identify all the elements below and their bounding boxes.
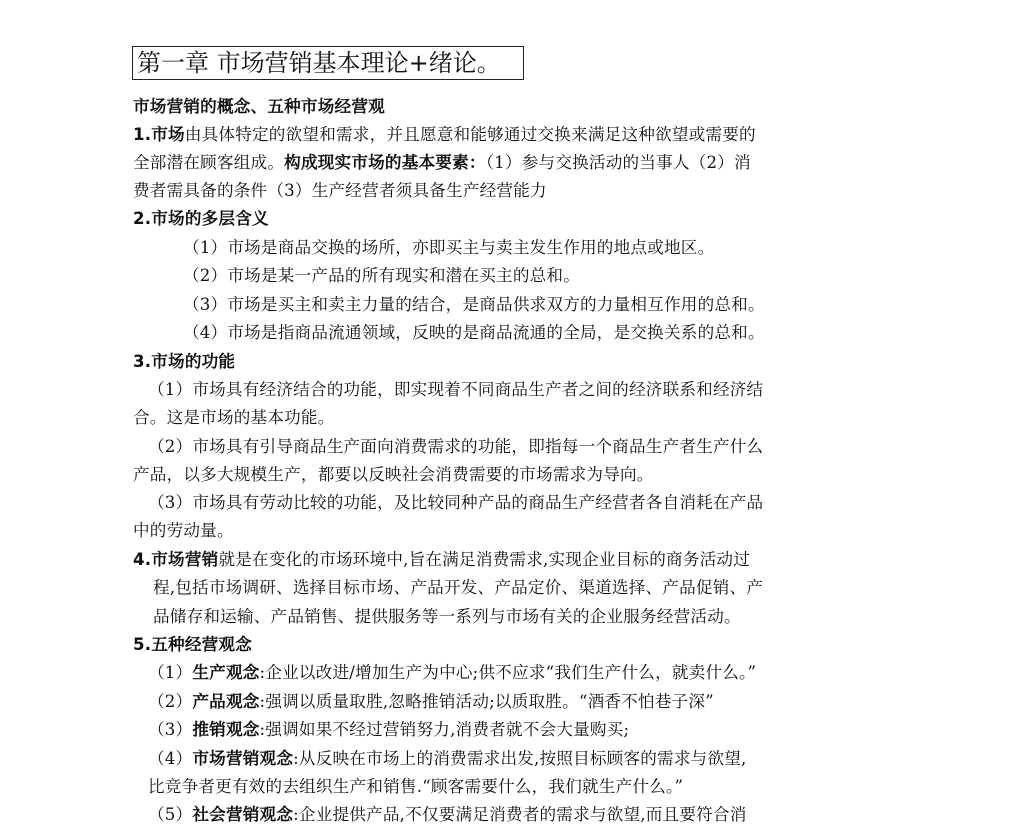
section-heading: 市场营销的概念、五种市场经营观	[133, 97, 385, 116]
item1-line3: 费者需具备的条件（3）生产经营者须具备生产经营能力	[133, 181, 547, 200]
item1-line1: 1.市场由具体特定的欲望和需求，并且愿意和能够通过交换来满足这种欲望或需要的	[133, 125, 756, 144]
item3-heading: 3.市场的功能	[133, 352, 236, 371]
item3-line: 中的劳动量。	[133, 521, 234, 540]
item5-heading: 5.五种经营观念	[133, 635, 253, 654]
item3-line: （1）市场具有经济结合的功能，即实现着不同商品生产者之间的经济联系和经济结	[148, 380, 764, 399]
concept-production: （1）生产观念:企业以改进/增加生产为中心;供不应求“我们生产什么，就卖什么。”	[148, 663, 757, 682]
item4-num: 4.	[133, 550, 152, 569]
item4-term: 市场营销	[151, 550, 219, 569]
item1-num: 1.	[133, 125, 152, 144]
item3-line: （2）市场具有引导商品生产面向消费需求的功能，即指每一个商品生产者生产什么	[148, 437, 764, 456]
item2-point: （4）市场是指商品流通领域，反映的是商品流通的全局，是交换关系的总和。	[183, 323, 765, 342]
chapter-title: 第一章 市场营销基本理论+绪论。	[132, 46, 524, 80]
item2-point: （3）市场是买主和卖主力量的结合，是商品供求双方的力量相互作用的总和。	[183, 295, 765, 314]
item3-line: 产品，以多大规模生产，都要以反映社会消费需要的市场需求为导向。	[133, 465, 654, 484]
concept-marketing: （4）市场营销观念:从反映在市场上的消费需求出发,按照目标顾客的需求与欲望,	[148, 749, 747, 768]
item2-point: （1）市场是商品交换的场所，亦即买主与卖主发生作用的地点或地区。	[183, 238, 715, 257]
item1-bold-phrase: 构成现实市场的基本要素：	[284, 153, 486, 172]
concept-term: 生产观念	[192, 663, 260, 682]
item4-line3: 品储存和运输、产品销售、提供服务等一系列与市场有关的企业服务经营活动。	[153, 607, 741, 626]
item3-line: （3）市场具有劳动比较的功能，及比较同种产品的商品生产经营者各自消耗在产品	[148, 493, 764, 512]
item1-line2: 全部潜在顾客组成。构成现实市场的基本要素：（1）参与交换活动的当事人（2）消	[133, 153, 751, 172]
item3-line: 合。这是市场的基本功能。	[133, 408, 335, 427]
item2-point: （2）市场是某一产品的所有现实和潜在买主的总和。	[183, 266, 581, 285]
concept-term: 推销观念	[192, 720, 260, 739]
item4-line1: 4.市场营销就是在变化的市场环境中,旨在满足消费需求,实现企业目标的商务活动过	[133, 550, 750, 569]
concept-marketing-line2: 比竞争者更有效的去组织生产和销售.“顾客需要什么，我们就生产什么。”	[148, 777, 684, 796]
concept-societal: （5）社会营销观念:企业提供产品,不仅要满足消费者的需求与欲望,而且要符合消	[148, 805, 747, 824]
concept-term: 社会营销观念	[192, 805, 294, 824]
concept-term: 产品观念	[192, 692, 260, 711]
concept-selling: （3）推销观念:强调如果不经过营销努力,消费者就不会大量购买;	[148, 720, 630, 739]
item2-heading: 2.市场的多层含义	[133, 209, 269, 228]
item1-term: 市场	[151, 125, 185, 144]
concept-term: 市场营销观念	[192, 749, 294, 768]
concept-product: （2）产品观念:强调以质量取胜,忽略推销活动;以质取胜。“酒香不怕巷子深”	[148, 692, 714, 711]
item4-line2: 程,包括市场调研、选择目标市场、产品开发、产品定价、渠道选择、产品促销、产	[153, 578, 764, 597]
